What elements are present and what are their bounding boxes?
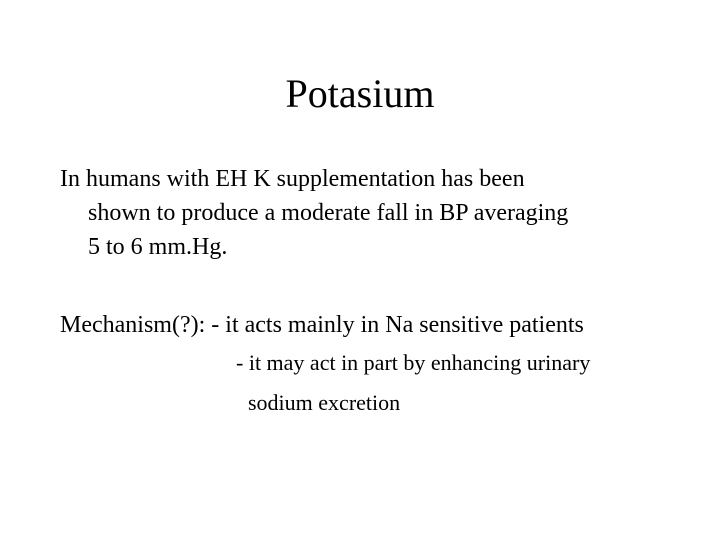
- paragraph-line-2: shown to produce a moderate fall in BP averaging: [88, 200, 569, 226]
- mechanism-line-3: sodium excretion: [248, 390, 401, 415]
- paragraph-line-1: In humans with EH K supplementation has been: [60, 166, 525, 192]
- paragraph-line-3: 5 to 6 mm.Hg.: [88, 234, 228, 260]
- mechanism-line-2: - it may act in part by enhancing urinary: [236, 350, 591, 375]
- mechanism-line-1: Mechanism(?): - it acts mainly in Na sensitive patients: [60, 312, 584, 338]
- slide-title: Potasium: [285, 71, 435, 116]
